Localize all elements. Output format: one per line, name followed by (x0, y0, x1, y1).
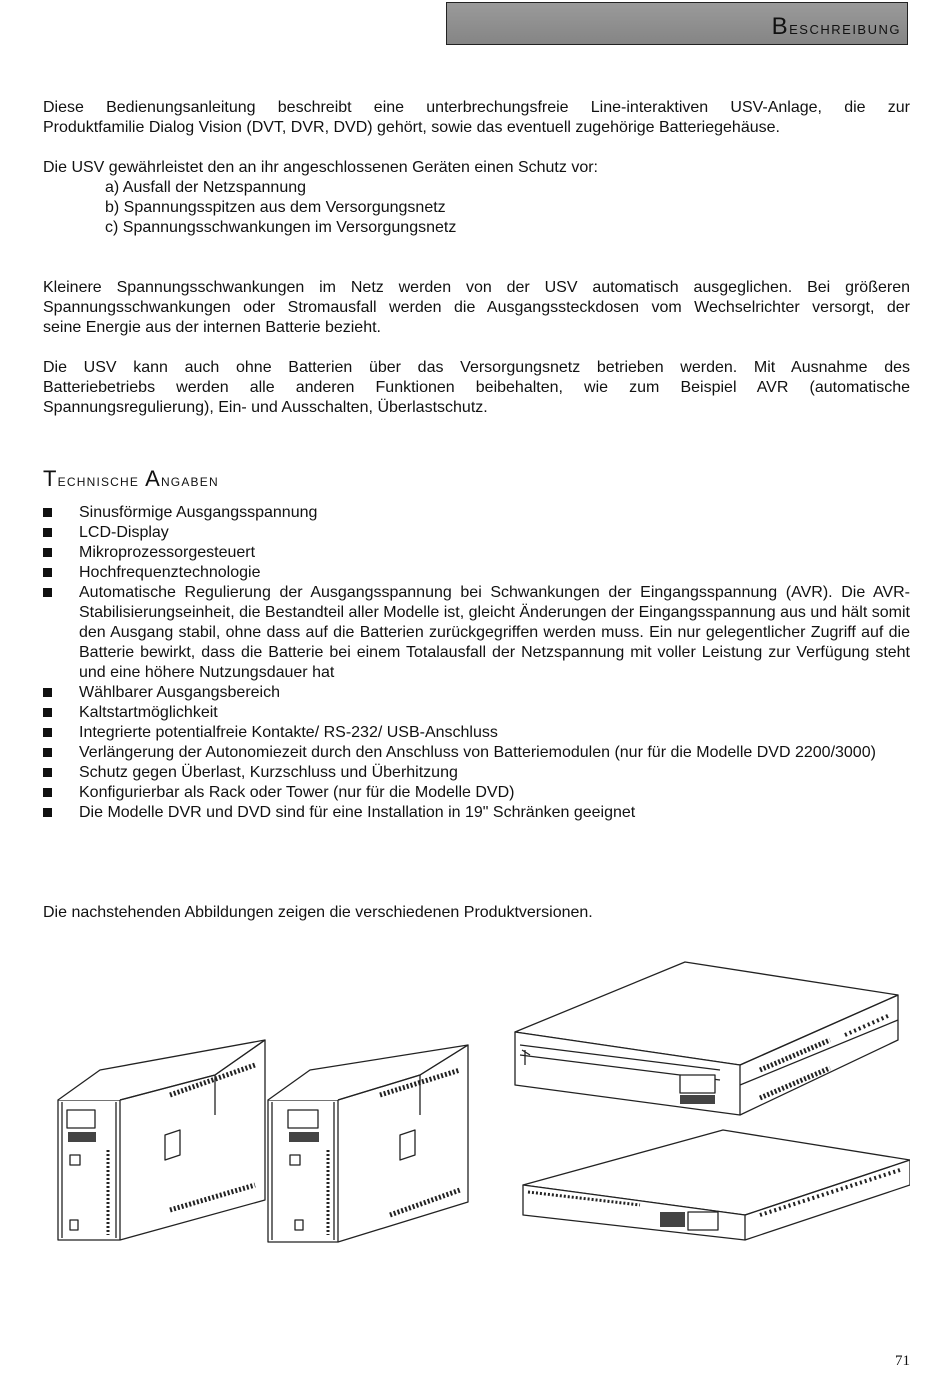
section-title: Technische Angaben (43, 466, 219, 491)
bullet-square-icon (43, 688, 52, 697)
tower-ups-large-illustration (268, 1045, 468, 1242)
figure-caption-text: Die nachstehenden Abbildungen zeigen die verschiedenen Produktversionen. (43, 904, 593, 921)
feature-item: Automatische Regulierung der Ausgangsspannung bei Schwankungen der Eingangsspannung (AVR). Die AVR-Stabilisierungseinheit, die Bestandteil aller Modelle ist, gleicht Änderungen der Eingangsspannung aus und hält somit den Ausgang stabil, ohne dass auf die Batterien zurückgegriffen werden muss. Ein nur gelegentlicher Zugriff auf die Batterie bewirkt, dass die Batterie bei einem Totalausfall der Netzspannung mit voller Leistung zur Verfügung steht und eine höhere Nutzungsdauer hat (43, 583, 910, 683)
protection-list (105, 178, 456, 238)
bullet-square-icon (43, 788, 52, 797)
protection-item: a) Ausfall der Netzspannung (105, 179, 307, 196)
page-number: 71 (895, 1353, 910, 1369)
protection-intro: Die USV gewährleistet den an ihr angeschlossenen Geräten einen Schutz vor: (43, 159, 598, 176)
feature-item: LCD-Display (43, 523, 910, 543)
intro-line: Die USV kann auch ohne Batterien über das Versorgungsnetz betrieben werden. Mit Ausnahme des (43, 359, 910, 376)
intro-paragraph-2 (43, 158, 910, 178)
page-header-title: Beschreibung (771, 13, 901, 40)
intro-line: Kleinere Spannungsschwankungen im Netz werden von der USV automatisch ausgeglichen. Bei größeren (43, 279, 910, 296)
feature-item: Mikroprozessorgesteuert (43, 543, 910, 563)
bullet-square-icon (43, 568, 52, 577)
feature-list (43, 503, 910, 823)
bullet-square-icon (43, 508, 52, 517)
bullet-square-icon (43, 768, 52, 777)
bullet-square-icon (43, 728, 52, 737)
bullet-square-icon (43, 548, 52, 557)
bullet-square-icon (43, 708, 52, 717)
bullet-square-icon (43, 808, 52, 817)
feature-item: Sinusförmige Ausgangsspannung (43, 503, 910, 523)
feature-item: Verlängerung der Autonomiezeit durch den Anschluss von Batteriemodulen (nur für die Modelle DVD 2200/3000) (43, 743, 910, 763)
intro-line: Spannungsschwankungen oder Stromausfall werden die Ausgangssteckdosen vom Wechselrichter versorgt, der (43, 299, 910, 316)
protection-item: b) Spannungsspitzen aus dem Versorgungsnetz (105, 199, 446, 216)
bullet-square-icon (43, 748, 52, 757)
feature-item: Integrierte potentialfreie Kontakte/ RS-232/ USB-Anschluss (43, 723, 910, 743)
header-box (446, 2, 908, 45)
feature-item: Die Modelle DVR und DVD sind für eine Installation in 19" Schränken geeignet (43, 803, 910, 823)
protection-item: c) Spannungsschwankungen im Versorgungsnetz (105, 219, 457, 236)
figure-caption (43, 903, 910, 923)
intro-paragraph-4 (43, 358, 910, 418)
rack-ups-2u-illustration (515, 962, 898, 1115)
intro-line: Batteriebetriebs werden alle anderen Funktionen beibehalten, wie zum Beispiel AVR (automatische (43, 379, 910, 396)
feature-item: Hochfrequenztechnologie (43, 563, 910, 583)
intro-line: seine Energie aus der internen Batterie bezieht. (43, 319, 381, 336)
intro-paragraph-1 (43, 98, 910, 138)
bullet-square-icon (43, 528, 52, 537)
feature-item: Konfigurierbar als Rack oder Tower (nur für die Modelle DVD) (43, 783, 910, 803)
bullet-square-icon (43, 588, 52, 597)
intro-line: Diese Bedienungsanleitung beschreibt eine unterbrechungsfreie Line-interaktiven USV-Anlage, die zur (43, 99, 910, 116)
rack-ups-1u-illustration (523, 1130, 910, 1240)
intro-paragraph-3 (43, 278, 910, 338)
feature-item: Wählbarer Ausgangsbereich (43, 683, 910, 703)
intro-line: Spannungsregulierung), Ein- und Ausschalten, Überlastschutz. (43, 399, 488, 416)
tower-ups-small-illustration (58, 1040, 265, 1240)
feature-item: Kaltstartmöglichkeit (43, 703, 910, 723)
product-illustrations (40, 950, 910, 1250)
feature-item: Schutz gegen Überlast, Kurzschluss und Überhitzung (43, 763, 910, 783)
intro-line: Produktfamilie Dialog Vision (DVT, DVR, DVD) gehört, sowie das eventuell zugehörige Batteriegehäuse. (43, 119, 780, 136)
